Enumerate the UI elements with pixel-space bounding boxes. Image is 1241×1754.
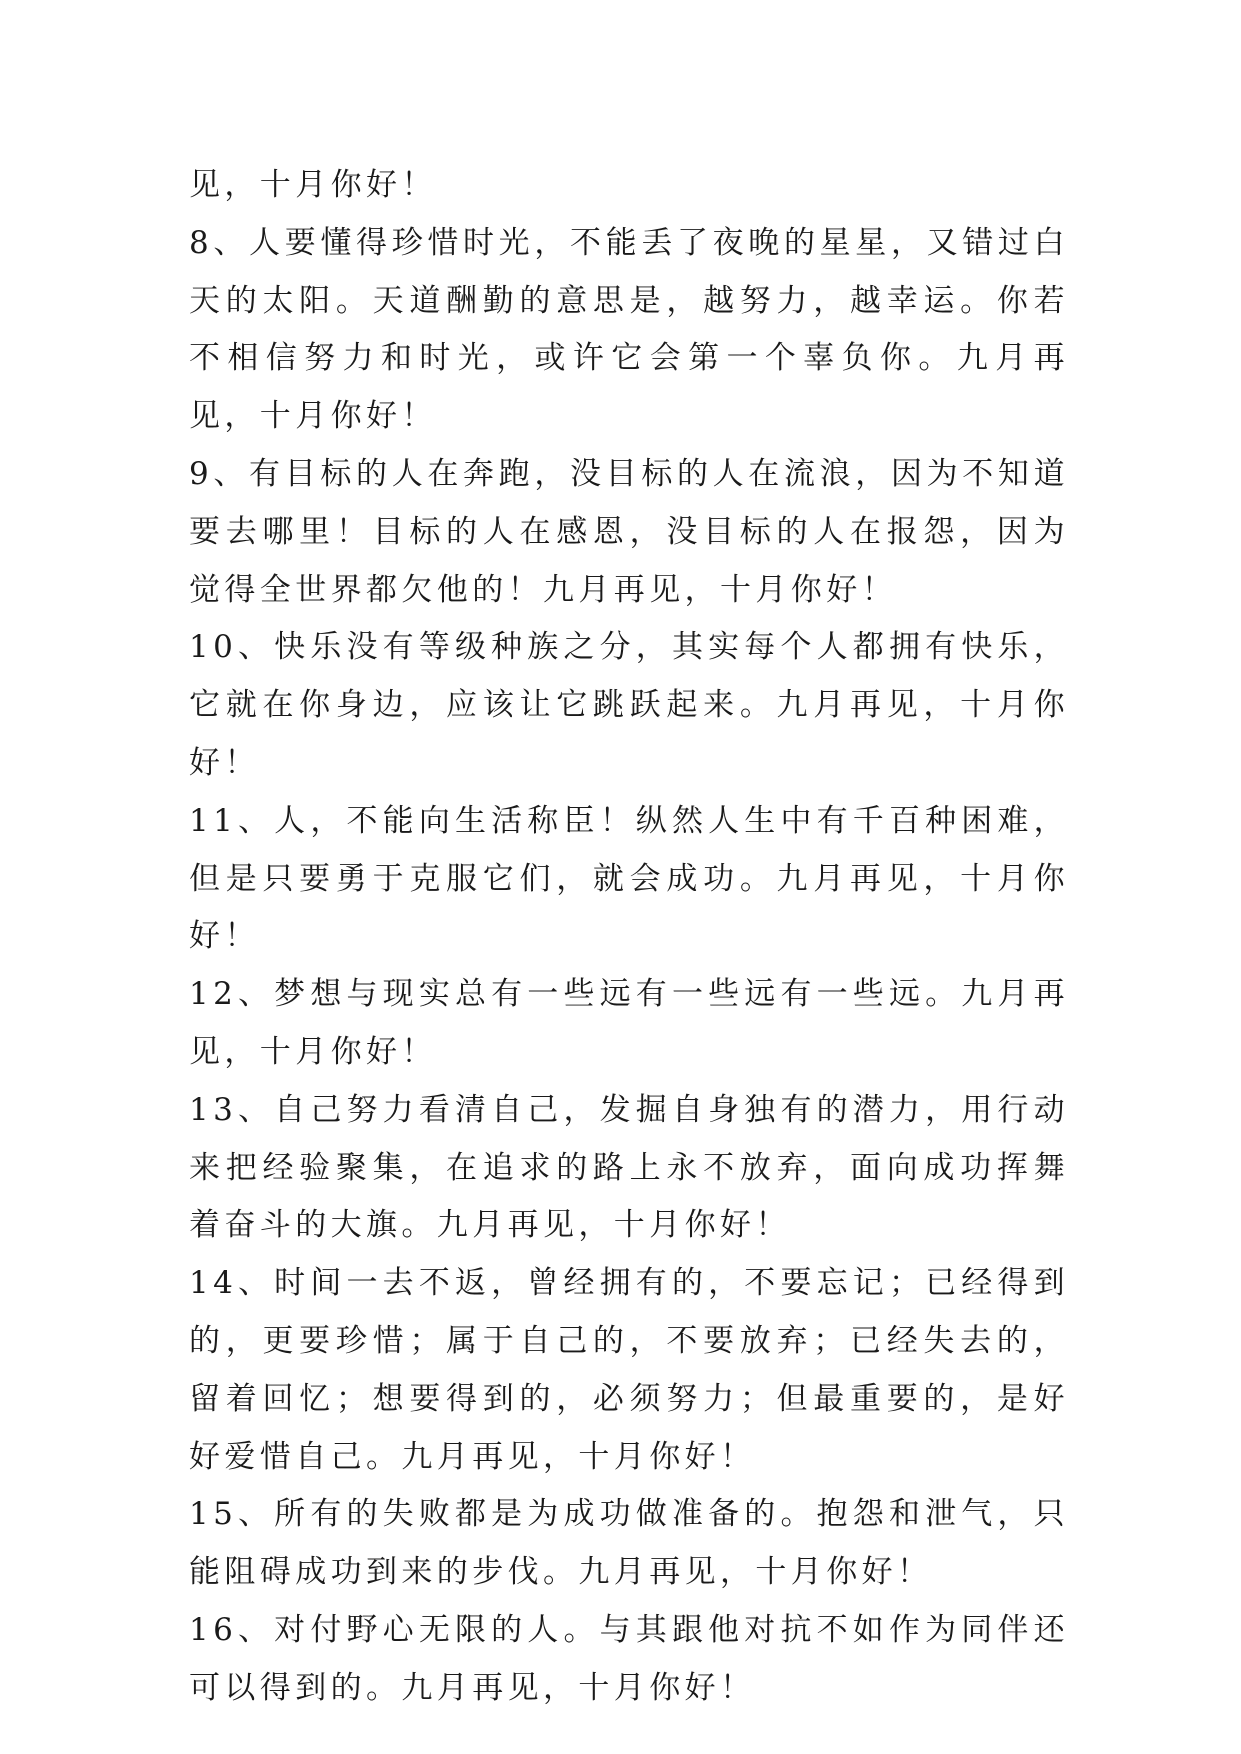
paragraph-item-10: 10、快乐没有等级种族之分，其实每个人都拥有快乐，它就在你身边，应该让它跳跃起来。九月再见，十月你好！ xyxy=(189,629,1069,781)
paragraph-continuation: 见，十月你好！ xyxy=(189,167,437,203)
paragraph-item-15: 15、所有的失败都是为成功做准备的。抱怨和泄气，只能阻碍成功到来的步伐。九月再见，十月你好！ xyxy=(189,1496,1069,1591)
paragraph-item-13: 13、自己努力看清自己，发掘自身独有的潜力，用行动来把经验聚集，在追求的路上永不放弃，面向成功挥舞着奋斗的大旗。九月再见，十月你好！ xyxy=(189,1091,1069,1244)
paragraph-item-8: 8、人要懂得珍惜时光，不能丢了夜晚的星星，又错过白天的太阳。天道酬勤的意思是，越努力，越幸运。你若不相信努力和时光，或许它会第一个辜负你。九月再见，十月你好！ xyxy=(189,224,1069,435)
paragraph-item-11: 11、人，不能向生活称臣！纵然人生中有千百种困难，但是只要勇于克服它们，就会成功。九月再见，十月你好！ xyxy=(189,802,1069,955)
paragraph-item-14: 14、时间一去不返，曾经拥有的，不要忘记；已经得到的，更要珍惜；属于自己的，不要放弃；已经失去的，留着回忆；想要得到的，必须努力；但最重要的，是好好爱惜自己。九月再见，十月你好！ xyxy=(189,1265,1069,1475)
document-body xyxy=(189,157,1069,1718)
paragraph-item-16: 16、对付野心无限的人。与其跟他对抗不如作为同伴还可以得到的。九月再见，十月你好！ xyxy=(189,1611,1069,1706)
paragraph-item-12: 12、梦想与现实总有一些远有一些远有一些远。九月再见，十月你好！ xyxy=(189,976,1069,1070)
paragraph-item-9: 9、有目标的人在奔跑，没目标的人在流浪，因为不知道要去哪里！目标的人在感恩，没目标的人在报怨，因为觉得全世界都欠他的！九月再见，十月你好！ xyxy=(189,455,1069,608)
